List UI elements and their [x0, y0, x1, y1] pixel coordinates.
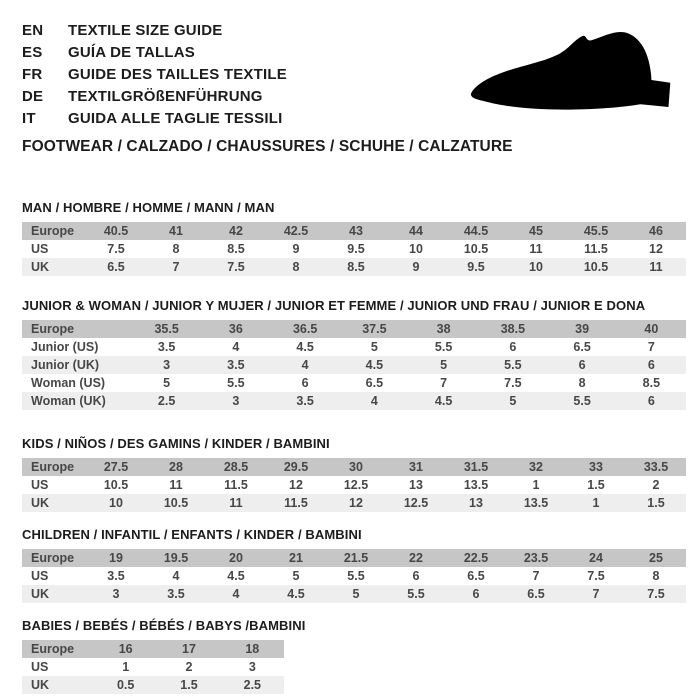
size-cell: 5.5 [434, 340, 453, 354]
size-cell: 7.5 [227, 260, 245, 274]
language-title: TEXTILGRÖßENFÜHRUNG [68, 88, 263, 105]
size-cell: 7 [592, 587, 600, 601]
table-man-title: MAN / HOMBRE / HOMME / MANN / MAN [22, 200, 275, 215]
size-cell: 11 [529, 242, 543, 256]
size-cell: 5 [509, 394, 517, 408]
size-cell: 6 [301, 376, 309, 390]
size-cell: 9 [412, 260, 420, 274]
size-cell: 8.5 [347, 260, 365, 274]
size-cell: 11 [229, 496, 243, 510]
table-man-grid [22, 222, 686, 276]
size-cell: 11.5 [224, 478, 248, 492]
size-cell: 35.5 [154, 322, 179, 336]
size-cell: 1 [592, 496, 600, 510]
table-kids [22, 436, 684, 512]
size-cell: 37.5 [362, 322, 387, 336]
size-cell: 6.5 [527, 587, 545, 601]
size-cell: 6.5 [573, 340, 591, 354]
table-junior-woman-title: JUNIOR & WOMAN / JUNIOR Y MUJER / JUNIOR ET FEMME / JUNIOR UND FRAU / JUNIOR E DONA [22, 298, 646, 313]
size-cell: 7.5 [587, 569, 605, 583]
language-title: GUIDA ALLE TAGLIE TESSILI [68, 110, 283, 127]
row-label: US [31, 660, 49, 674]
size-cell: 4.5 [287, 587, 305, 601]
size-table-row [22, 240, 686, 258]
size-cell: 13.5 [523, 496, 549, 510]
size-cell: 5 [163, 376, 171, 390]
size-cell: 25 [649, 551, 663, 565]
table-children-grid [22, 549, 686, 603]
size-cell: 12.5 [343, 478, 369, 492]
language-title: GUÍA DE TALLAS [68, 44, 195, 61]
size-table-header-row [22, 320, 686, 338]
table-junior-woman-grid [22, 320, 686, 410]
size-table-row [22, 356, 686, 374]
size-cell: 46 [649, 224, 663, 238]
row-label: Europe [31, 551, 75, 565]
size-cell: 30 [349, 460, 363, 474]
size-cell: 7 [172, 260, 180, 274]
table-junior-woman [22, 298, 684, 410]
size-cell: 8 [578, 376, 586, 390]
size-cell: 12 [289, 478, 303, 492]
size-cell: 7.5 [107, 242, 125, 256]
size-cell: 1.5 [180, 678, 198, 692]
size-table-row [22, 585, 686, 603]
size-cell: 5.5 [407, 587, 425, 601]
size-cell: 27.5 [103, 460, 129, 474]
size-cell: 10.5 [103, 478, 129, 492]
size-cell: 3.5 [296, 394, 314, 408]
size-cell: 4.5 [296, 340, 314, 354]
size-cell: 8 [172, 242, 180, 256]
size-cell: 3 [248, 660, 256, 674]
size-cell: 7 [440, 376, 448, 390]
size-cell: 6.5 [107, 260, 125, 274]
language-code: EN [22, 22, 44, 39]
table-kids-title: KIDS / NIÑOS / DES GAMINS / KINDER / BAMBINI [22, 436, 330, 451]
table-babies [22, 618, 684, 694]
size-cell: 6 [509, 340, 517, 354]
size-cell: 10.5 [583, 260, 609, 274]
size-cell: 4 [370, 394, 378, 408]
size-cell: 4 [172, 569, 180, 583]
size-cell: 21 [289, 551, 303, 565]
size-cell: 12.5 [403, 496, 429, 510]
size-cell: 38.5 [500, 322, 526, 336]
size-cell: 7 [647, 340, 655, 354]
language-code: DE [22, 88, 44, 105]
size-cell: 42.5 [283, 224, 309, 238]
size-cell: 6 [647, 358, 655, 372]
size-cell: 1.5 [647, 496, 665, 510]
row-label: US [31, 569, 49, 583]
size-cell: 6.5 [365, 376, 384, 390]
row-label: Junior (US) [31, 340, 99, 354]
row-label: UK [31, 678, 50, 692]
size-cell: 7 [532, 569, 540, 583]
size-cell: 3.5 [167, 587, 185, 601]
size-cell: 18 [245, 642, 260, 656]
size-cell: 36.5 [292, 322, 318, 336]
size-cell: 4.5 [365, 358, 384, 372]
row-label: Europe [31, 224, 75, 238]
size-cell: 8.5 [642, 376, 661, 390]
row-label: US [31, 478, 49, 492]
size-cell: 8 [652, 569, 660, 583]
size-cell: 23.5 [523, 551, 549, 565]
language-code: ES [22, 44, 43, 61]
size-cell: 31.5 [463, 460, 489, 474]
row-label: Junior (UK) [31, 358, 100, 372]
size-cell: 5.5 [504, 358, 522, 372]
size-cell: 42 [229, 224, 243, 238]
size-cell: 21.5 [343, 551, 369, 565]
size-cell: 11.5 [584, 242, 608, 256]
row-label: Europe [31, 322, 75, 336]
size-table-header-row [22, 640, 284, 658]
size-table-row [22, 338, 686, 356]
size-cell: 12 [649, 242, 663, 256]
size-cell: 3 [112, 587, 120, 601]
row-label: US [31, 242, 49, 256]
size-cell: 6 [412, 569, 420, 583]
size-cell: 44 [409, 224, 423, 238]
size-cell: 3 [163, 358, 171, 372]
size-table-row [22, 258, 686, 276]
size-cell: 2.5 [157, 394, 176, 408]
size-cell: 10 [409, 242, 423, 256]
size-cell: 5.5 [227, 376, 245, 390]
size-cell: 13.5 [463, 478, 489, 492]
size-cell: 17 [182, 642, 196, 656]
size-cell: 11 [169, 478, 183, 492]
size-cell: 1 [532, 478, 540, 492]
size-cell: 45.5 [583, 224, 609, 238]
size-table-row [22, 494, 686, 512]
size-cell: 31 [409, 460, 423, 474]
row-label: UK [31, 587, 50, 601]
size-cell: 9.5 [347, 242, 365, 256]
size-cell: 4 [301, 358, 309, 372]
size-cell: 33 [589, 460, 603, 474]
size-cell: 6 [472, 587, 480, 601]
size-cell: 1 [122, 660, 130, 674]
size-table-row [22, 392, 686, 410]
size-cell: 8.5 [227, 242, 245, 256]
category-heading: FOOTWEAR / CALZADO / CHAUSSURES / SCHUHE / CALZATURE [22, 138, 513, 155]
size-cell: 7.5 [504, 376, 522, 390]
size-cell: 11 [649, 260, 663, 274]
size-cell: 5 [352, 587, 360, 601]
size-cell: 0.5 [116, 678, 135, 692]
language-code: IT [22, 110, 36, 127]
size-cell: 12 [349, 496, 363, 510]
row-label: Europe [31, 642, 75, 656]
row-label: Woman (US) [31, 376, 106, 390]
size-cell: 33.5 [643, 460, 669, 474]
size-cell: 10 [109, 496, 123, 510]
size-cell: 6 [578, 358, 586, 372]
size-table-row [22, 676, 284, 694]
size-cell: 41 [169, 224, 183, 238]
table-children [22, 527, 684, 603]
size-cell: 3 [232, 394, 240, 408]
language-title: TEXTILE SIZE GUIDE [68, 22, 223, 39]
size-cell: 11.5 [284, 496, 308, 510]
size-cell: 1.5 [587, 478, 605, 492]
size-cell: 6.5 [467, 569, 485, 583]
row-label: UK [31, 496, 50, 510]
size-table-row [22, 658, 284, 676]
table-children-title: CHILDREN / INFANTIL / ENFANTS / KINDER / BAMBINI [22, 527, 362, 542]
size-cell: 29.5 [283, 460, 309, 474]
table-kids-grid [22, 458, 686, 512]
size-cell: 38 [436, 322, 451, 336]
size-table-row [22, 567, 686, 585]
size-cell: 7.5 [647, 587, 665, 601]
size-table-row [22, 374, 686, 392]
size-cell: 10 [529, 260, 543, 274]
size-cell: 16 [118, 642, 133, 656]
size-cell: 40 [644, 322, 659, 336]
size-cell: 28 [169, 460, 183, 474]
size-cell: 10.5 [163, 496, 189, 510]
language-code: FR [22, 66, 43, 83]
size-cell: 4 [232, 340, 240, 354]
size-cell: 20 [229, 551, 243, 565]
size-table-header-row [22, 549, 686, 567]
size-cell: 8 [292, 260, 300, 274]
size-cell: 24 [589, 551, 603, 565]
size-cell: 10.5 [463, 242, 489, 256]
size-cell: 2.5 [243, 678, 262, 692]
size-cell: 22 [409, 551, 423, 565]
language-title: GUIDE DES TAILLES TEXTILE [68, 66, 287, 83]
size-cell: 44.5 [463, 224, 489, 238]
row-label: UK [31, 260, 50, 274]
size-cell: 22.5 [463, 551, 489, 565]
size-cell: 3.5 [157, 340, 176, 354]
table-babies-title: BABIES / BEBÉS / BÉBÉS / BABYS /BAMBINI [22, 618, 306, 633]
shoe-icon [464, 26, 684, 116]
table-man [22, 200, 684, 276]
size-cell: 13 [469, 496, 483, 510]
size-cell: 36 [228, 322, 243, 336]
size-cell: 5 [292, 569, 300, 583]
size-table-header-row [22, 458, 686, 476]
size-cell: 32 [529, 460, 543, 474]
size-cell: 40.5 [103, 224, 129, 238]
size-cell: 28.5 [223, 460, 249, 474]
size-cell: 4 [232, 587, 240, 601]
size-cell: 3.5 [107, 569, 125, 583]
size-cell: 6 [647, 394, 655, 408]
size-cell: 5 [440, 358, 448, 372]
size-cell: 5 [370, 340, 378, 354]
size-table-header-row [22, 222, 686, 240]
size-cell: 43 [349, 224, 363, 238]
size-cell: 19.5 [163, 551, 189, 565]
size-table-row [22, 476, 686, 494]
row-label: Woman (UK) [31, 394, 106, 408]
size-cell: 2 [652, 478, 660, 492]
size-cell: 3.5 [227, 358, 245, 372]
size-cell: 4.5 [227, 569, 245, 583]
size-cell: 45 [529, 224, 543, 238]
table-babies-grid [22, 640, 284, 694]
size-cell: 5.5 [573, 394, 591, 408]
size-cell: 4.5 [434, 394, 453, 408]
size-cell: 39 [575, 322, 590, 336]
size-cell: 9.5 [467, 260, 485, 274]
size-cell: 9 [292, 242, 300, 256]
size-cell: 19 [109, 551, 123, 565]
size-cell: 13 [409, 478, 423, 492]
size-cell: 5.5 [347, 569, 365, 583]
size-cell: 2 [185, 660, 193, 674]
row-label: Europe [31, 460, 75, 474]
